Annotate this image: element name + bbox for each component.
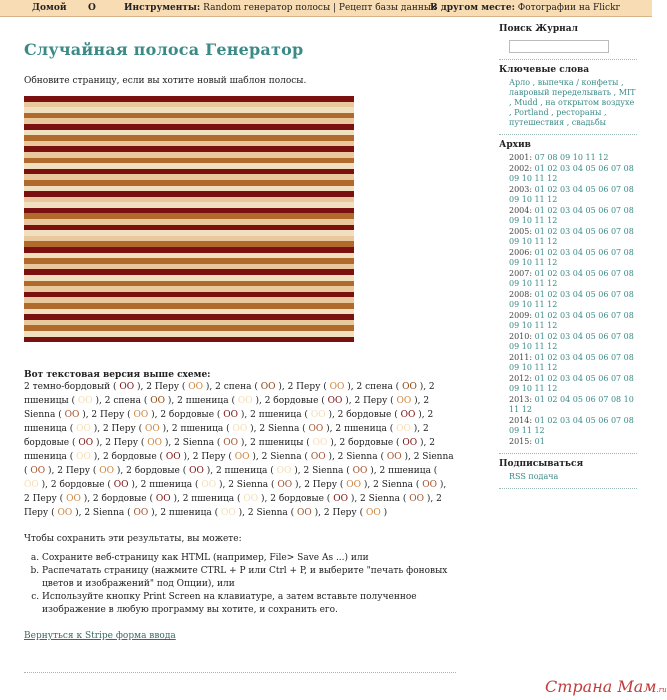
- color-swatch-text: OO: [352, 466, 368, 476]
- color-swatch-text: OO: [201, 480, 217, 490]
- color-swatch-text: OO: [221, 508, 236, 518]
- color-swatch-text: OO: [396, 396, 412, 406]
- archive-month-links[interactable]: 01 02 04 05 06 07 08 10 11 12: [509, 394, 634, 414]
- archive-year-row: 2008: 01 02 03 04 05 06 07 08 09 10 11 12: [509, 289, 634, 309]
- color-swatch-text: OO: [310, 410, 326, 420]
- color-swatch-text: OO: [396, 424, 411, 434]
- color-swatch-text: OO: [234, 452, 250, 462]
- scheme-entry: 2 пшеница ( OO ),: [171, 424, 260, 434]
- color-swatch-text: OO: [237, 396, 253, 406]
- scheme-entry: 2 Sienna ( OO ),: [247, 508, 324, 518]
- scheme-entry: 2 Sienna ( OO ),: [24, 452, 454, 476]
- color-swatch-text: OO: [422, 480, 438, 490]
- scheme-entry: 2 бордовые ( OO ),: [264, 396, 355, 406]
- stripe-pattern-image: [24, 96, 354, 342]
- archive-year-row: 2006: 01 02 03 04 05 06 07 08 09 10 11 12: [509, 247, 634, 267]
- watermark-logo: [545, 677, 667, 696]
- archive-title: Архив: [499, 140, 531, 150]
- scheme-entry: 2 пшеница ( OO ),: [182, 494, 271, 504]
- archive-year-row: 2003: 01 02 03 04 05 06 07 08 09 10 11 12: [509, 184, 634, 204]
- color-swatch-text: OO: [232, 424, 248, 434]
- color-swatch-text: OO: [297, 508, 312, 518]
- scheme-entry: 2 Sienna ( OO ),: [228, 480, 305, 490]
- scheme-entry: 2 бордовые ( OO ),: [270, 494, 361, 504]
- scheme-entry: 2 спена ( OO ),: [215, 382, 288, 392]
- color-swatch-text: OO: [119, 382, 135, 392]
- scheme-entry: 2 пшеница ( OO ),: [160, 508, 248, 518]
- color-swatch-text: OO: [189, 466, 204, 476]
- scheme-entry: 2 Sienna ( OO ),: [174, 438, 251, 448]
- scheme-entry: 2 Sienna ( OO ),: [360, 494, 437, 504]
- text-version-title: Вот текстовая версия выше схеме:: [24, 370, 211, 380]
- sidebar-divider: [499, 488, 637, 489]
- color-swatch-text: OO: [409, 494, 424, 504]
- nav-tools-links[interactable]: Random генератор полосы | Рецепт базы данных: [203, 3, 437, 13]
- intro-text: Обновите страницу, если вы хотите новый шаблон полосы.: [24, 76, 307, 86]
- color-swatch-text: OO: [113, 480, 129, 490]
- nav-tools: Инструменты: Random генератор полосы | Рецепт базы данных: [124, 3, 437, 13]
- color-swatch-text: OO: [133, 410, 149, 420]
- subscribe-title: Подписываться: [499, 459, 584, 469]
- color-swatch-text: OO: [145, 424, 160, 434]
- scheme-entry: 2 пшеница ( OO ),: [250, 410, 338, 420]
- scheme-entry: 2 пшеница ( OO ),: [140, 480, 229, 490]
- scheme-entry: 2 бордовые ( OO ),: [92, 494, 183, 504]
- archive-month-links[interactable]: 01 02 03 04 05 06 07 08 09 11 12: [509, 415, 634, 435]
- archive-month-links[interactable]: 01 02 03 04 05 06 07 08 09 10 11 12: [509, 289, 634, 309]
- color-swatch-text: OO: [308, 424, 324, 434]
- scheme-entry: 2 пшеница ( OO ),: [24, 438, 436, 462]
- nav-elsewhere: В другом месте: Фотографии на Flickr: [430, 3, 620, 13]
- archive-month-links[interactable]: 01 02 03 04 05 06 07 08 09 10 11 12: [509, 163, 634, 183]
- sidebar-divider: [499, 453, 637, 454]
- archive-month-links[interactable]: 01 02 03 04 05 06 07 08 09 10 11 12: [509, 310, 634, 330]
- archive-month-links[interactable]: 01 02 03 04 05 06 07 08 09 10 11 12: [509, 331, 634, 351]
- nav-home-link[interactable]: Домой: [32, 3, 67, 13]
- keywords-title: Ключевые слова: [499, 65, 590, 75]
- main-content: [24, 40, 454, 641]
- scheme-entry: 2 Перу ( OO ),: [91, 410, 161, 420]
- scheme-entry: 2 пшеница ( OO ),: [24, 466, 438, 490]
- color-swatch-text: OO: [76, 452, 91, 462]
- footer-divider: [24, 672, 456, 673]
- save-step: b. Распечатать страницу (нажмите CTRL + P или Ctrl + P, и выберите "печать фоновых цветов и изображений" под Опции), или: [42, 565, 454, 591]
- archive-year-row: 2004: 01 02 03 04 05 06 07 08 09 10 11 12: [509, 205, 634, 225]
- archive-year-row: 2009: 01 02 03 04 05 06 07 08 09 10 11 12: [509, 310, 634, 330]
- scheme-entry: 2 пшеница ( OO ),: [177, 396, 265, 406]
- scheme-entry: 2 Sienna ( OO ),: [259, 424, 336, 434]
- color-swatch-text: OO: [402, 382, 417, 392]
- scheme-entry: 2 темно-бордовый ( OO ),: [24, 382, 147, 392]
- color-swatch-text: OO: [223, 410, 239, 420]
- archive-year-row: 2015: 01: [509, 436, 545, 446]
- search-title: Поиск Журнал: [499, 24, 578, 34]
- save-steps-list: [24, 552, 454, 617]
- archive-year-row: 2012: 01 02 03 04 05 06 07 08 09 10 11 12: [509, 373, 634, 393]
- top-navigation-bar: [0, 0, 652, 17]
- scheme-entry: 2 Sienna ( OO ),: [337, 452, 414, 462]
- scheme-entry: 2 Sienna ( OO ),: [84, 508, 161, 518]
- color-swatch-text: OO: [402, 438, 418, 448]
- scheme-entry: 2 Перу ( OO ): [323, 508, 388, 518]
- color-swatch-text: OO: [346, 480, 362, 490]
- stripe-band: [24, 337, 354, 343]
- archive-month-links[interactable]: 01 02 03 04 05 06 07 08 09 10 11 12: [509, 247, 634, 267]
- scheme-entry: 2 спена ( OO ),: [356, 382, 429, 392]
- save-instructions-title: Чтобы сохранить эти результаты, вы можете:: [24, 534, 242, 544]
- scheme-entry: 2 Перу ( OO ),: [192, 452, 262, 462]
- scheme-entry: 2 бордовые ( OO ),: [339, 438, 430, 448]
- scheme-entry: 2 пшеница ( OO ),: [335, 424, 423, 434]
- scheme-entry: 2 бордовые ( OO ),: [160, 410, 251, 420]
- sidebar: [499, 24, 637, 494]
- archive-month-links[interactable]: 01 02 03 04 05 06 07 08 09 10 11 12: [509, 205, 634, 225]
- scheme-entry: 2 спена ( OO ),: [104, 396, 178, 406]
- watermark-suffix: .ru: [656, 686, 667, 694]
- rss-link[interactable]: RSS подача: [509, 472, 559, 481]
- color-swatch-text: OO: [312, 438, 328, 448]
- scheme-entry: 2 Sienna ( OO ),: [24, 396, 430, 420]
- scheme-entry: 2 пшеницы ( OO ),: [24, 382, 435, 406]
- scheme-entry: 2 Перу ( OO ),: [146, 382, 216, 392]
- scheme-entry: 2 Перу ( OO ),: [102, 424, 172, 434]
- sidebar-divider: [499, 134, 637, 135]
- scheme-entry: 2 бордовые ( OO ),: [24, 424, 429, 448]
- scheme-entry: 2 Перу ( OO ),: [287, 382, 357, 392]
- color-swatch-text: OO: [277, 480, 293, 490]
- color-swatch-text: OO: [133, 508, 149, 518]
- nav-flickr-link[interactable]: Фотографии на Flickr: [517, 3, 620, 13]
- archive-month-links[interactable]: 01 02 03 04 05 06 07 08 09 10 11 12: [509, 268, 634, 288]
- scheme-entry: 2 Перу ( OO ),: [304, 480, 374, 490]
- scheme-entry: 2 Перу ( OO ),: [24, 494, 442, 518]
- archive-year-row: 2014: 01 02 03 04 05 06 07 08 09 11 12: [509, 415, 634, 435]
- color-swatch-text: OO: [333, 494, 348, 504]
- archive-year-row: 2013: 01 02 04 05 06 07 08 10 11 12: [509, 394, 634, 414]
- color-swatch-text: OO: [165, 452, 181, 462]
- watermark-brand: Страна Мам: [545, 677, 657, 696]
- archive-list: [499, 153, 637, 447]
- archive-month-links[interactable]: 07 08 09 10 11 12: [534, 153, 609, 162]
- color-swatch-text: OO: [386, 452, 402, 462]
- scheme-entry: 2 Перу ( OO ),: [354, 396, 424, 406]
- color-swatch-text: OO: [147, 438, 163, 448]
- archive-year-row: 2002: 01 02 03 04 05 06 07 08 09 10 11 12: [509, 163, 634, 183]
- page-title: Случайная полоса Генератор: [24, 40, 304, 59]
- color-swatch-text: OO: [155, 494, 171, 504]
- color-swatch-text: OO: [77, 396, 93, 406]
- scheme-entry: 2 Sienna ( OO ),: [303, 466, 380, 476]
- color-swatch-text: OO: [327, 396, 343, 406]
- search-input[interactable]: [509, 40, 609, 53]
- save-step: a. Сохраните веб-страницу как HTML (например, File> Save As ...) или: [42, 552, 454, 565]
- archive-year-row: 2010: 01 02 03 04 05 06 07 08 09 10 11 12: [509, 331, 634, 351]
- color-swatch-text: OO: [57, 508, 73, 518]
- scheme-entry: 2 Перу ( OO ),: [57, 466, 127, 476]
- color-swatch-text: OO: [64, 410, 80, 420]
- archive-month-links[interactable]: 01 02 03 04 05 06 07 08 09 10 11 12: [509, 352, 634, 372]
- color-swatch-text: OO: [188, 382, 204, 392]
- archive-year-row: 2007: 01 02 03 04 05 06 07 08 09 10 11 12: [509, 268, 634, 288]
- color-swatch-text: OO: [243, 494, 259, 504]
- color-swatch-text: OO: [99, 466, 115, 476]
- nav-about-link[interactable]: О: [88, 3, 96, 13]
- color-swatch-text: OO: [276, 466, 292, 476]
- color-swatch-text: OO: [76, 424, 91, 434]
- save-step: c. Используйте кнопку Print Screen на клавиатуре, а затем вставьте полученное изображение в любую программу вы хотите, и сохранить его.: [42, 591, 454, 617]
- color-swatch-text: OO: [400, 410, 416, 420]
- scheme-entry: 2 бордовые ( OO ),: [337, 410, 428, 420]
- scheme-entry: 2 Перу ( OO ),: [24, 494, 93, 504]
- color-swatch-text: OO: [223, 438, 239, 448]
- scheme-entry: 2 пшеница ( OO ),: [215, 466, 304, 476]
- color-swatch-text: OO: [329, 382, 345, 392]
- scheme-entry: 2 пшеницы ( OO ),: [250, 438, 340, 448]
- archive-month-links[interactable]: 01 02 03 04 05 06 07 08 09 10 11 12: [509, 373, 634, 393]
- color-swatch-text: OO: [260, 382, 276, 392]
- color-swatch-text: OO: [78, 438, 94, 448]
- scheme-entry: 2 Перу ( OO ),: [105, 438, 175, 448]
- color-swatch-text: OO: [150, 396, 166, 406]
- scheme-entry: 2 Sienna ( OO ),: [373, 480, 447, 490]
- scheme-entry: 2 бордовые ( OO ),: [50, 480, 141, 490]
- scheme-entry: 2 бордовые ( OO ),: [126, 466, 216, 476]
- back-to-form-link[interactable]: Вернуться к Stripe форма ввода: [24, 631, 176, 641]
- archive-month-links[interactable]: 01 02 03 04 05 06 07 08 09 10 11 12: [509, 184, 634, 204]
- scheme-entry: 2 пшеница ( OO ),: [24, 410, 434, 434]
- color-swatch-text: OO: [24, 480, 39, 490]
- scheme-entry: 2 Sienna ( OO ),: [261, 452, 338, 462]
- archive-month-links[interactable]: 01: [534, 436, 545, 446]
- color-swatch-text: OO: [310, 452, 326, 462]
- keywords-links[interactable]: Арло , выпечка / конфеты , лавровый переделывать , MIT , Mudd , на открытом воздухе , Portland , рестораны , путешествия , свадьбы: [509, 78, 636, 127]
- color-swatch-text: OO: [365, 508, 381, 518]
- archive-year-row: 2011: 01 02 03 04 05 06 07 08 09 10 11 12: [509, 352, 634, 372]
- color-swatch-text: OO: [30, 466, 46, 476]
- scheme-entry: 2 бордовые ( OO ),: [102, 452, 193, 462]
- stripe-scheme-text: [24, 380, 454, 520]
- sidebar-divider: [499, 59, 637, 60]
- color-swatch-text: OO: [66, 494, 81, 504]
- archive-year-row: 2001: 07 08 09 10 11 12: [509, 153, 609, 162]
- archive-month-links[interactable]: 01 02 03 04 05 06 07 08 09 10 11 12: [509, 226, 634, 246]
- archive-year-row: 2005: 01 02 03 04 05 06 07 08 09 10 11 12: [509, 226, 634, 246]
